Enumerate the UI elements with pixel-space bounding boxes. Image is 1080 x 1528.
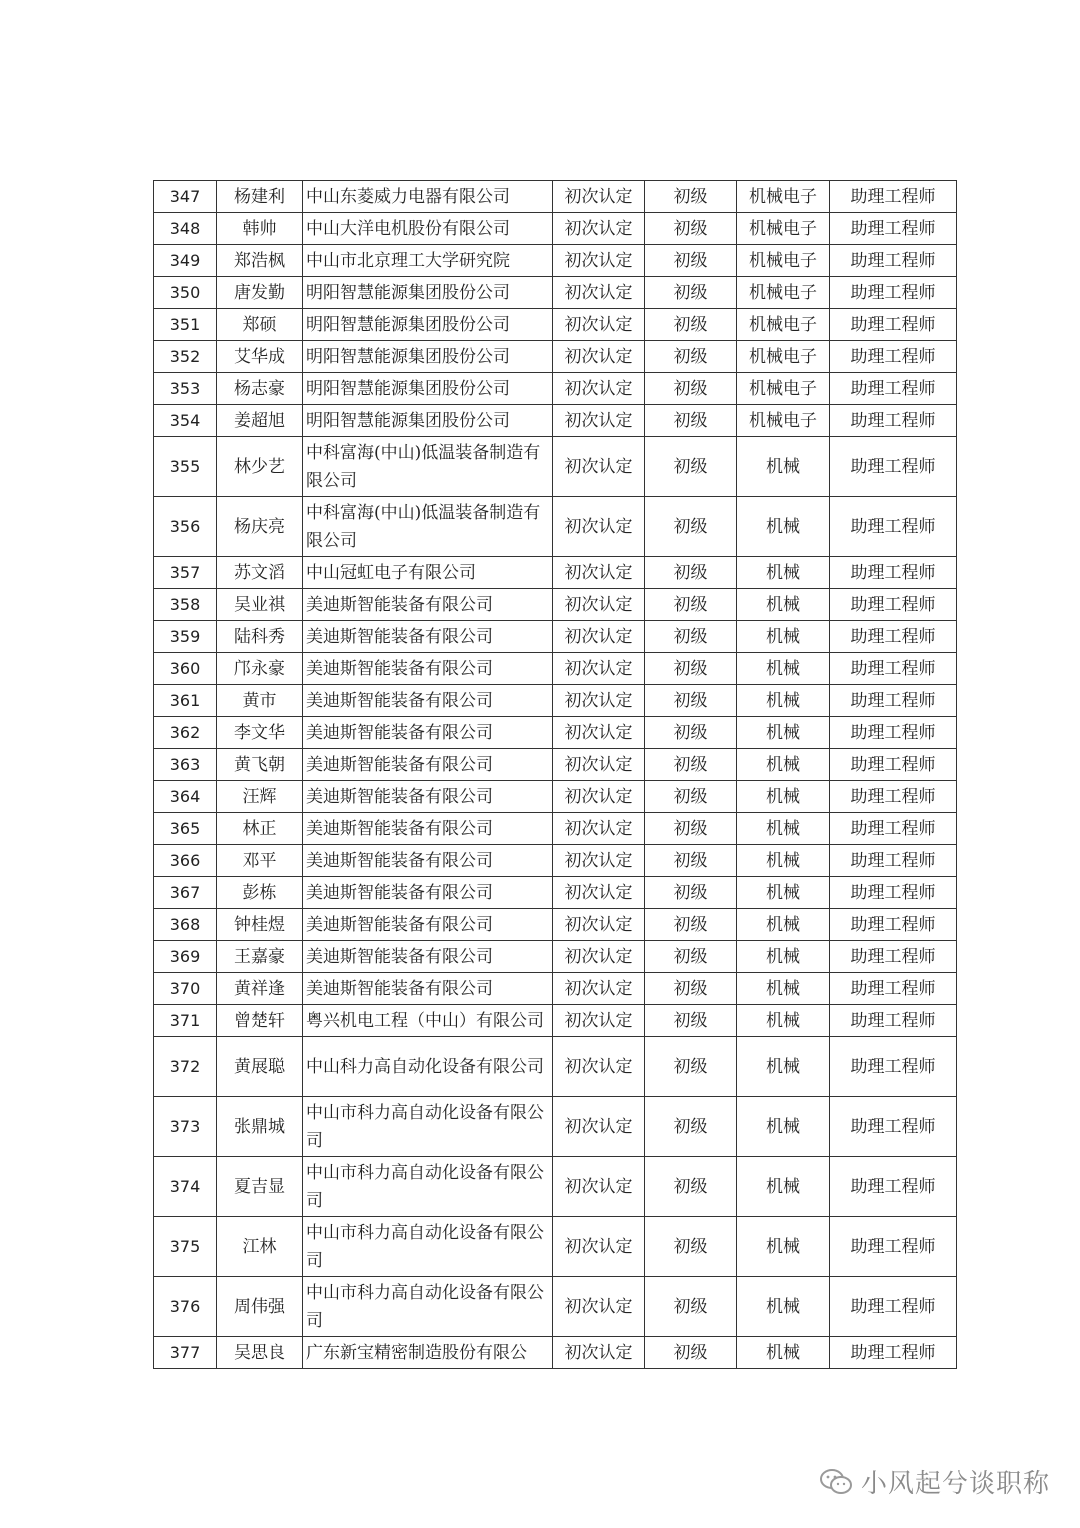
major-cell: 机械 [737,685,830,717]
application-type-cell: 初次认定 [553,685,645,717]
title-cell: 助理工程师 [830,717,957,749]
name-cell: 汪辉 [217,781,303,813]
application-type-cell: 初次认定 [553,589,645,621]
application-type-cell: 初次认定 [553,1097,645,1157]
name-cell: 黄市 [217,685,303,717]
level-cell: 初级 [645,405,737,437]
serial-number-cell: 357 [154,557,217,589]
major-cell: 机械 [737,1005,830,1037]
application-type-cell: 初次认定 [553,373,645,405]
table-row [154,497,957,557]
application-type-cell: 初次认定 [553,405,645,437]
title-cell: 助理工程师 [830,1277,957,1337]
company-cell: 美迪斯智能装备有限公司 [303,941,553,973]
major-cell: 机械 [737,497,830,557]
name-cell: 杨志豪 [217,373,303,405]
title-cell: 助理工程师 [830,909,957,941]
name-cell: 韩帅 [217,213,303,245]
level-cell: 初级 [645,557,737,589]
title-cell: 助理工程师 [830,621,957,653]
company-cell: 中山市科力高自动化设备有限公司 [303,1217,553,1277]
company-cell: 美迪斯智能装备有限公司 [303,749,553,781]
table-row [154,309,957,341]
name-cell: 郑浩枫 [217,245,303,277]
level-cell: 初级 [645,437,737,497]
serial-number-cell: 350 [154,277,217,309]
company-cell: 中山市科力高自动化设备有限公司 [303,1097,553,1157]
company-cell: 美迪斯智能装备有限公司 [303,909,553,941]
watermark-text: 小风起兮谈职称 [860,1469,1050,1499]
serial-number-cell: 376 [154,1277,217,1337]
level-cell: 初级 [645,1157,737,1217]
table-row [154,685,957,717]
name-cell: 王嘉豪 [217,941,303,973]
table-row [154,373,957,405]
level-cell: 初级 [645,685,737,717]
serial-number-cell: 375 [154,1217,217,1277]
name-cell: 吴思良 [217,1337,303,1369]
serial-number-cell: 362 [154,717,217,749]
table-row [154,213,957,245]
application-type-cell: 初次认定 [553,1337,645,1369]
company-cell: 明阳智慧能源集团股份公司 [303,405,553,437]
level-cell: 初级 [645,1097,737,1157]
table-row [154,621,957,653]
roster-table [153,180,957,1369]
name-cell: 李文华 [217,717,303,749]
title-cell: 助理工程师 [830,405,957,437]
title-cell: 助理工程师 [830,941,957,973]
table-row [154,1097,957,1157]
company-cell: 中科富海(中山)低温装备制造有限公司 [303,437,553,497]
application-type-cell: 初次认定 [553,717,645,749]
table-row [154,1037,957,1097]
serial-number-cell: 365 [154,813,217,845]
company-cell: 明阳智慧能源集团股份公司 [303,341,553,373]
application-type-cell: 初次认定 [553,781,645,813]
table-row [154,749,957,781]
application-type-cell: 初次认定 [553,213,645,245]
table-row [154,1277,957,1337]
company-cell: 明阳智慧能源集团股份公司 [303,277,553,309]
title-cell: 助理工程师 [830,1157,957,1217]
serial-number-cell: 369 [154,941,217,973]
application-type-cell: 初次认定 [553,877,645,909]
major-cell: 机械 [737,1337,830,1369]
level-cell: 初级 [645,621,737,653]
serial-number-cell: 374 [154,1157,217,1217]
serial-number-cell: 353 [154,373,217,405]
major-cell: 机械 [737,557,830,589]
major-cell: 机械 [737,1037,830,1097]
name-cell: 林正 [217,813,303,845]
application-type-cell: 初次认定 [553,245,645,277]
application-type-cell: 初次认定 [553,621,645,653]
name-cell: 艾华成 [217,341,303,373]
major-cell: 机械电子 [737,245,830,277]
application-type-cell: 初次认定 [553,309,645,341]
name-cell: 吴业祺 [217,589,303,621]
application-type-cell: 初次认定 [553,341,645,373]
level-cell: 初级 [645,1217,737,1277]
title-cell: 助理工程师 [830,781,957,813]
table-row [154,1217,957,1277]
serial-number-cell: 361 [154,685,217,717]
name-cell: 杨建利 [217,181,303,213]
application-type-cell: 初次认定 [553,749,645,781]
table-row [154,437,957,497]
major-cell: 机械电子 [737,213,830,245]
table-row [154,405,957,437]
application-type-cell: 初次认定 [553,941,645,973]
name-cell: 钟桂煜 [217,909,303,941]
title-cell: 助理工程师 [830,437,957,497]
title-cell: 助理工程师 [830,181,957,213]
major-cell: 机械 [737,437,830,497]
title-cell: 助理工程师 [830,653,957,685]
level-cell: 初级 [645,653,737,685]
level-cell: 初级 [645,781,737,813]
table-row [154,717,957,749]
table-row [154,845,957,877]
title-cell: 助理工程师 [830,973,957,1005]
major-cell: 机械 [737,589,830,621]
company-cell: 美迪斯智能装备有限公司 [303,973,553,1005]
wechat-icon [819,1467,853,1497]
serial-number-cell: 354 [154,405,217,437]
title-cell: 助理工程师 [830,277,957,309]
title-cell: 助理工程师 [830,373,957,405]
application-type-cell: 初次认定 [553,437,645,497]
company-cell: 中山市科力高自动化设备有限公司 [303,1277,553,1337]
application-type-cell: 初次认定 [553,277,645,309]
name-cell: 苏文滔 [217,557,303,589]
name-cell: 林少艺 [217,437,303,497]
major-cell: 机械电子 [737,341,830,373]
serial-number-cell: 367 [154,877,217,909]
name-cell: 黄祥逢 [217,973,303,1005]
major-cell: 机械 [737,845,830,877]
serial-number-cell: 347 [154,181,217,213]
table-row [154,181,957,213]
table-row [154,973,957,1005]
company-cell: 明阳智慧能源集团股份公司 [303,309,553,341]
serial-number-cell: 364 [154,781,217,813]
title-cell: 助理工程师 [830,1217,957,1277]
company-cell: 美迪斯智能装备有限公司 [303,813,553,845]
roster-body [154,181,957,1369]
major-cell: 机械 [737,621,830,653]
title-cell: 助理工程师 [830,309,957,341]
title-cell: 助理工程师 [830,685,957,717]
title-cell: 助理工程师 [830,1337,957,1369]
table-row [154,1157,957,1217]
serial-number-cell: 363 [154,749,217,781]
watermark [819,1463,1050,1500]
serial-number-cell: 377 [154,1337,217,1369]
name-cell: 彭栋 [217,877,303,909]
table-row [154,589,957,621]
level-cell: 初级 [645,1277,737,1337]
application-type-cell: 初次认定 [553,653,645,685]
application-type-cell: 初次认定 [553,497,645,557]
serial-number-cell: 356 [154,497,217,557]
major-cell: 机械 [737,813,830,845]
major-cell: 机械 [737,781,830,813]
title-cell: 助理工程师 [830,1097,957,1157]
company-cell: 中山科力高自动化设备有限公司 [303,1037,553,1097]
table-row [154,557,957,589]
application-type-cell: 初次认定 [553,181,645,213]
serial-number-cell: 371 [154,1005,217,1037]
level-cell: 初级 [645,181,737,213]
name-cell: 邝永豪 [217,653,303,685]
serial-number-cell: 359 [154,621,217,653]
application-type-cell: 初次认定 [553,973,645,1005]
table-row [154,941,957,973]
level-cell: 初级 [645,1005,737,1037]
major-cell: 机械 [737,717,830,749]
company-cell: 中山市科力高自动化设备有限公司 [303,1157,553,1217]
title-cell: 助理工程师 [830,497,957,557]
major-cell: 机械电子 [737,277,830,309]
company-cell: 美迪斯智能装备有限公司 [303,717,553,749]
serial-number-cell: 372 [154,1037,217,1097]
application-type-cell: 初次认定 [553,1037,645,1097]
table-row [154,877,957,909]
level-cell: 初级 [645,909,737,941]
major-cell: 机械 [737,909,830,941]
company-cell: 粤兴机电工程（中山）有限公司 [303,1005,553,1037]
application-type-cell: 初次认定 [553,845,645,877]
title-cell: 助理工程师 [830,877,957,909]
company-cell: 中山市北京理工大学研究院 [303,245,553,277]
company-cell: 美迪斯智能装备有限公司 [303,653,553,685]
name-cell: 邓平 [217,845,303,877]
title-cell: 助理工程师 [830,1037,957,1097]
major-cell: 机械 [737,973,830,1005]
major-cell: 机械 [737,1157,830,1217]
table-row [154,1337,957,1369]
serial-number-cell: 370 [154,973,217,1005]
table-row [154,277,957,309]
level-cell: 初级 [645,245,737,277]
application-type-cell: 初次认定 [553,1157,645,1217]
major-cell: 机械电子 [737,405,830,437]
level-cell: 初级 [645,497,737,557]
serial-number-cell: 352 [154,341,217,373]
level-cell: 初级 [645,341,737,373]
table-row [154,653,957,685]
company-cell: 广东新宝精密制造股份有限公 [303,1337,553,1369]
major-cell: 机械电子 [737,181,830,213]
company-cell: 中山东菱威力电器有限公司 [303,181,553,213]
level-cell: 初级 [645,717,737,749]
serial-number-cell: 366 [154,845,217,877]
name-cell: 陆科秀 [217,621,303,653]
company-cell: 美迪斯智能装备有限公司 [303,781,553,813]
serial-number-cell: 355 [154,437,217,497]
level-cell: 初级 [645,213,737,245]
name-cell: 郑硕 [217,309,303,341]
major-cell: 机械 [737,653,830,685]
title-cell: 助理工程师 [830,557,957,589]
table-row [154,781,957,813]
title-cell: 助理工程师 [830,213,957,245]
level-cell: 初级 [645,309,737,341]
name-cell: 杨庆亮 [217,497,303,557]
company-cell: 美迪斯智能装备有限公司 [303,685,553,717]
name-cell: 曾楚轩 [217,1005,303,1037]
major-cell: 机械 [737,877,830,909]
major-cell: 机械 [737,941,830,973]
major-cell: 机械 [737,1277,830,1337]
company-cell: 美迪斯智能装备有限公司 [303,621,553,653]
serial-number-cell: 348 [154,213,217,245]
application-type-cell: 初次认定 [553,1277,645,1337]
name-cell: 黄展聪 [217,1037,303,1097]
name-cell: 夏吉显 [217,1157,303,1217]
level-cell: 初级 [645,941,737,973]
company-cell: 美迪斯智能装备有限公司 [303,877,553,909]
company-cell: 美迪斯智能装备有限公司 [303,589,553,621]
serial-number-cell: 368 [154,909,217,941]
major-cell: 机械 [737,1097,830,1157]
title-cell: 助理工程师 [830,245,957,277]
application-type-cell: 初次认定 [553,909,645,941]
name-cell: 姜超旭 [217,405,303,437]
name-cell: 周伟强 [217,1277,303,1337]
major-cell: 机械 [737,749,830,781]
table-row [154,813,957,845]
title-cell: 助理工程师 [830,845,957,877]
application-type-cell: 初次认定 [553,557,645,589]
application-type-cell: 初次认定 [553,1005,645,1037]
serial-number-cell: 351 [154,309,217,341]
title-cell: 助理工程师 [830,1005,957,1037]
level-cell: 初级 [645,277,737,309]
level-cell: 初级 [645,589,737,621]
company-cell: 中科富海(中山)低温装备制造有限公司 [303,497,553,557]
name-cell: 江林 [217,1217,303,1277]
application-type-cell: 初次认定 [553,813,645,845]
company-cell: 明阳智慧能源集团股份公司 [303,373,553,405]
table-row [154,1005,957,1037]
name-cell: 张鼎城 [217,1097,303,1157]
title-cell: 助理工程师 [830,813,957,845]
level-cell: 初级 [645,1337,737,1369]
serial-number-cell: 373 [154,1097,217,1157]
serial-number-cell: 358 [154,589,217,621]
table-row [154,245,957,277]
major-cell: 机械电子 [737,373,830,405]
company-cell: 中山大洋电机股份有限公司 [303,213,553,245]
title-cell: 助理工程师 [830,341,957,373]
application-type-cell: 初次认定 [553,1217,645,1277]
major-cell: 机械电子 [737,309,830,341]
level-cell: 初级 [645,1037,737,1097]
company-cell: 美迪斯智能装备有限公司 [303,845,553,877]
serial-number-cell: 360 [154,653,217,685]
name-cell: 黄飞朝 [217,749,303,781]
level-cell: 初级 [645,749,737,781]
level-cell: 初级 [645,373,737,405]
table-row [154,341,957,373]
title-cell: 助理工程师 [830,589,957,621]
major-cell: 机械 [737,1217,830,1277]
company-cell: 中山冠虹电子有限公司 [303,557,553,589]
table-row [154,909,957,941]
level-cell: 初级 [645,813,737,845]
title-cell: 助理工程师 [830,749,957,781]
level-cell: 初级 [645,973,737,1005]
name-cell: 唐发勤 [217,277,303,309]
level-cell: 初级 [645,877,737,909]
level-cell: 初级 [645,845,737,877]
serial-number-cell: 349 [154,245,217,277]
